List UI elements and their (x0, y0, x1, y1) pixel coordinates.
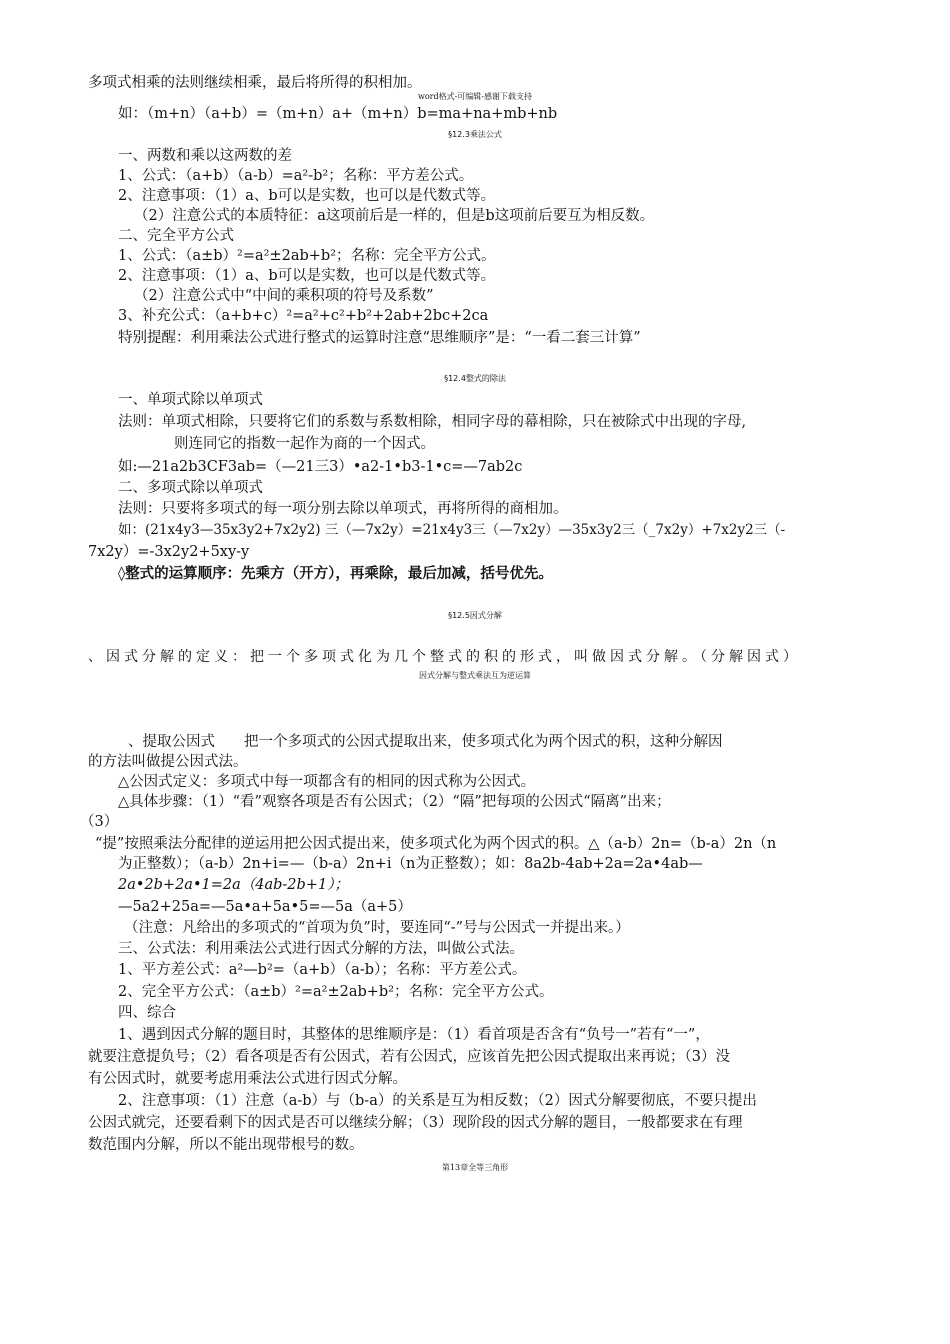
subsection-heading: 二、完全平方公式 (118, 228, 234, 244)
section-heading: §12.5因式分解 (448, 611, 502, 620)
text-line: —5a2+25a=—5a•a+5a•5=—5a（a+5） (118, 899, 412, 915)
text-line: 1、公式：（a±b）²=a²±2ab+b²；名称：完全平方公式。 (118, 248, 496, 264)
section-heading: §12.4整式的除法 (444, 374, 506, 383)
text-line: 1、公式：（a+b）（a-b）=a²-b²；名称：平方差公式。 (118, 168, 474, 184)
page-header: word格式-可编辑-感谢下载支持 (417, 92, 532, 101)
text-line: 1、平方差公式：a²—b²=（a+b）（a-b）；名称：平方差公式。 (118, 962, 527, 978)
text-line: 则连同它的指数一起作为商的一个因式。 (174, 436, 435, 452)
text-line: 特别提醒：利用乘法公式进行整式的运算时注意“思维顺序”是：“一看二套三计算” (118, 330, 641, 346)
text-line: 因式分解与整式乘法互为逆运算 (419, 671, 531, 680)
text-line: 法则：只要将多项式的每一项分别去除以单项式，再将所得的商相加。 (118, 501, 568, 517)
text-line: 如：（m+n）（a+b）=（m+n）a+（m+n）b=ma+na+mb+nb (118, 106, 558, 122)
text-line: 7x2y）=-3x2y2+5xy-y (88, 544, 250, 560)
text-line: 2a•2b+2a•1=2a（4ab-2b+1）； (118, 877, 349, 893)
text-line: （2）注意公式中“中间的乘积项的符号及系数” (134, 288, 434, 304)
text-line: 、提取公因式 把一个多项式的公因式提取出来，使多项式化为两个因式的积，这种分解因 (128, 734, 723, 750)
text-line: 数范围内分解，所以不能出现带根号的数。 (88, 1137, 364, 1153)
text-line: 为正整数）；（a-b）2n+i=—（b-a）2n+i（n为正整数）；如：8a2b-4ab+2a=2a•4ab— (118, 856, 703, 872)
subsection-heading: 四、综合 (118, 1005, 176, 1021)
text-line: 如：(21x4y3—35x3y2+7x2y2) 三（—7x2y）=21x4y3三（—7x2y）—35x3y2三（_7x2y）+7x2y2三（- (118, 522, 786, 538)
text-line: 2、注意事项：（1）注意（a-b）与（b-a）的关系是互为相反数；（2）因式分解要彻底，不要只提出 (118, 1093, 757, 1109)
text-line: 的方法叫做提公因式法。 (88, 754, 248, 770)
text-line: 2、注意事项：（1）a、b可以是实数，也可以是代数式等。 (118, 188, 496, 204)
text-line: 如:—21a2b3CF3ab=（—21三3）•a2-1•b3-1•c=—7ab2c (118, 459, 523, 475)
text-line: “提”按照乘法分配律的逆运用把公因式提出来，使多项式化为两个因式的积。△（a-b）2n=（b-a）2n（n (95, 836, 777, 852)
text-line: 公因式就完，还要看剩下的因式是否可以继续分解；（3）现阶段的因式分解的题目，一般都要求在有理 (88, 1115, 743, 1131)
text-line: （2）注意公式的本质特征：a这项前后是一样的，但是b这项前后要互为相反数。 (134, 208, 655, 224)
subsection-heading: 三、公式法：利用乘法公式进行因式分解的方法，叫做公式法。 (118, 941, 524, 957)
text-line: △具体步骤：（1）“看”观察各项是否有公因式；（2）“隔”把每项的公因式“隔离”出来； (118, 794, 671, 810)
subsection-heading: 一、两数和乘以这两数的差 (118, 148, 292, 164)
text-line: 就要注意提负号；（2）看各项是否有公因式，若有公因式，应该首先把公因式提取出来再说；（3）没 (88, 1049, 730, 1065)
text-line: 多项式相乘的法则继续相乘，最后将所得的积相加。 (88, 75, 422, 91)
chapter-heading: 第13章全等三角形 (441, 1163, 509, 1172)
text-line: （注意：凡给出的多项式的“首项为负”时，要连同“-”号与公因式一并提出来。） (124, 920, 630, 936)
section-heading: §12.3乘法公式 (448, 130, 502, 139)
text-line: 有公因式时，就要考虑用乘法公式进行因式分解。 (88, 1071, 407, 1087)
text-line: 1、遇到因式分解的题目时，其整体的思维顺序是：（1）看首项是否含有“负号一”若有“一”， (118, 1027, 710, 1043)
subsection-heading: 二、多项式除以单项式 (118, 480, 263, 496)
text-line: 、因式分解的定义：把一个多项式化为几个整式的积的形式，叫做因式分解。（分解因式） (88, 649, 801, 665)
text-line: △公因式定义：多项式中每一项都含有的相同的因式称为公因式。 (118, 774, 536, 790)
text-line: 法则：单项式相除，只要将它们的系数与系数相除，相同字母的幕相除，只在被除式中出现的字母, (118, 414, 747, 430)
emphasis-line: ◊整式的运算顺序：先乘方（开方），再乘除，最后加减，括号优先。 (118, 565, 553, 582)
text-line: 3、补充公式：（a+b+c）²=a²+c²+b²+2ab+2bc+2ca (118, 308, 489, 324)
text-line: （3） (80, 814, 119, 830)
text-line: 2、完全平方公式：（a±b）²=a²±2ab+b²；名称：完全平方公式。 (118, 984, 554, 1000)
text-line: 2、注意事项：（1）a、b可以是实数，也可以是代数式等。 (118, 268, 496, 284)
subsection-heading: 一、单项式除以单项式 (118, 392, 263, 408)
